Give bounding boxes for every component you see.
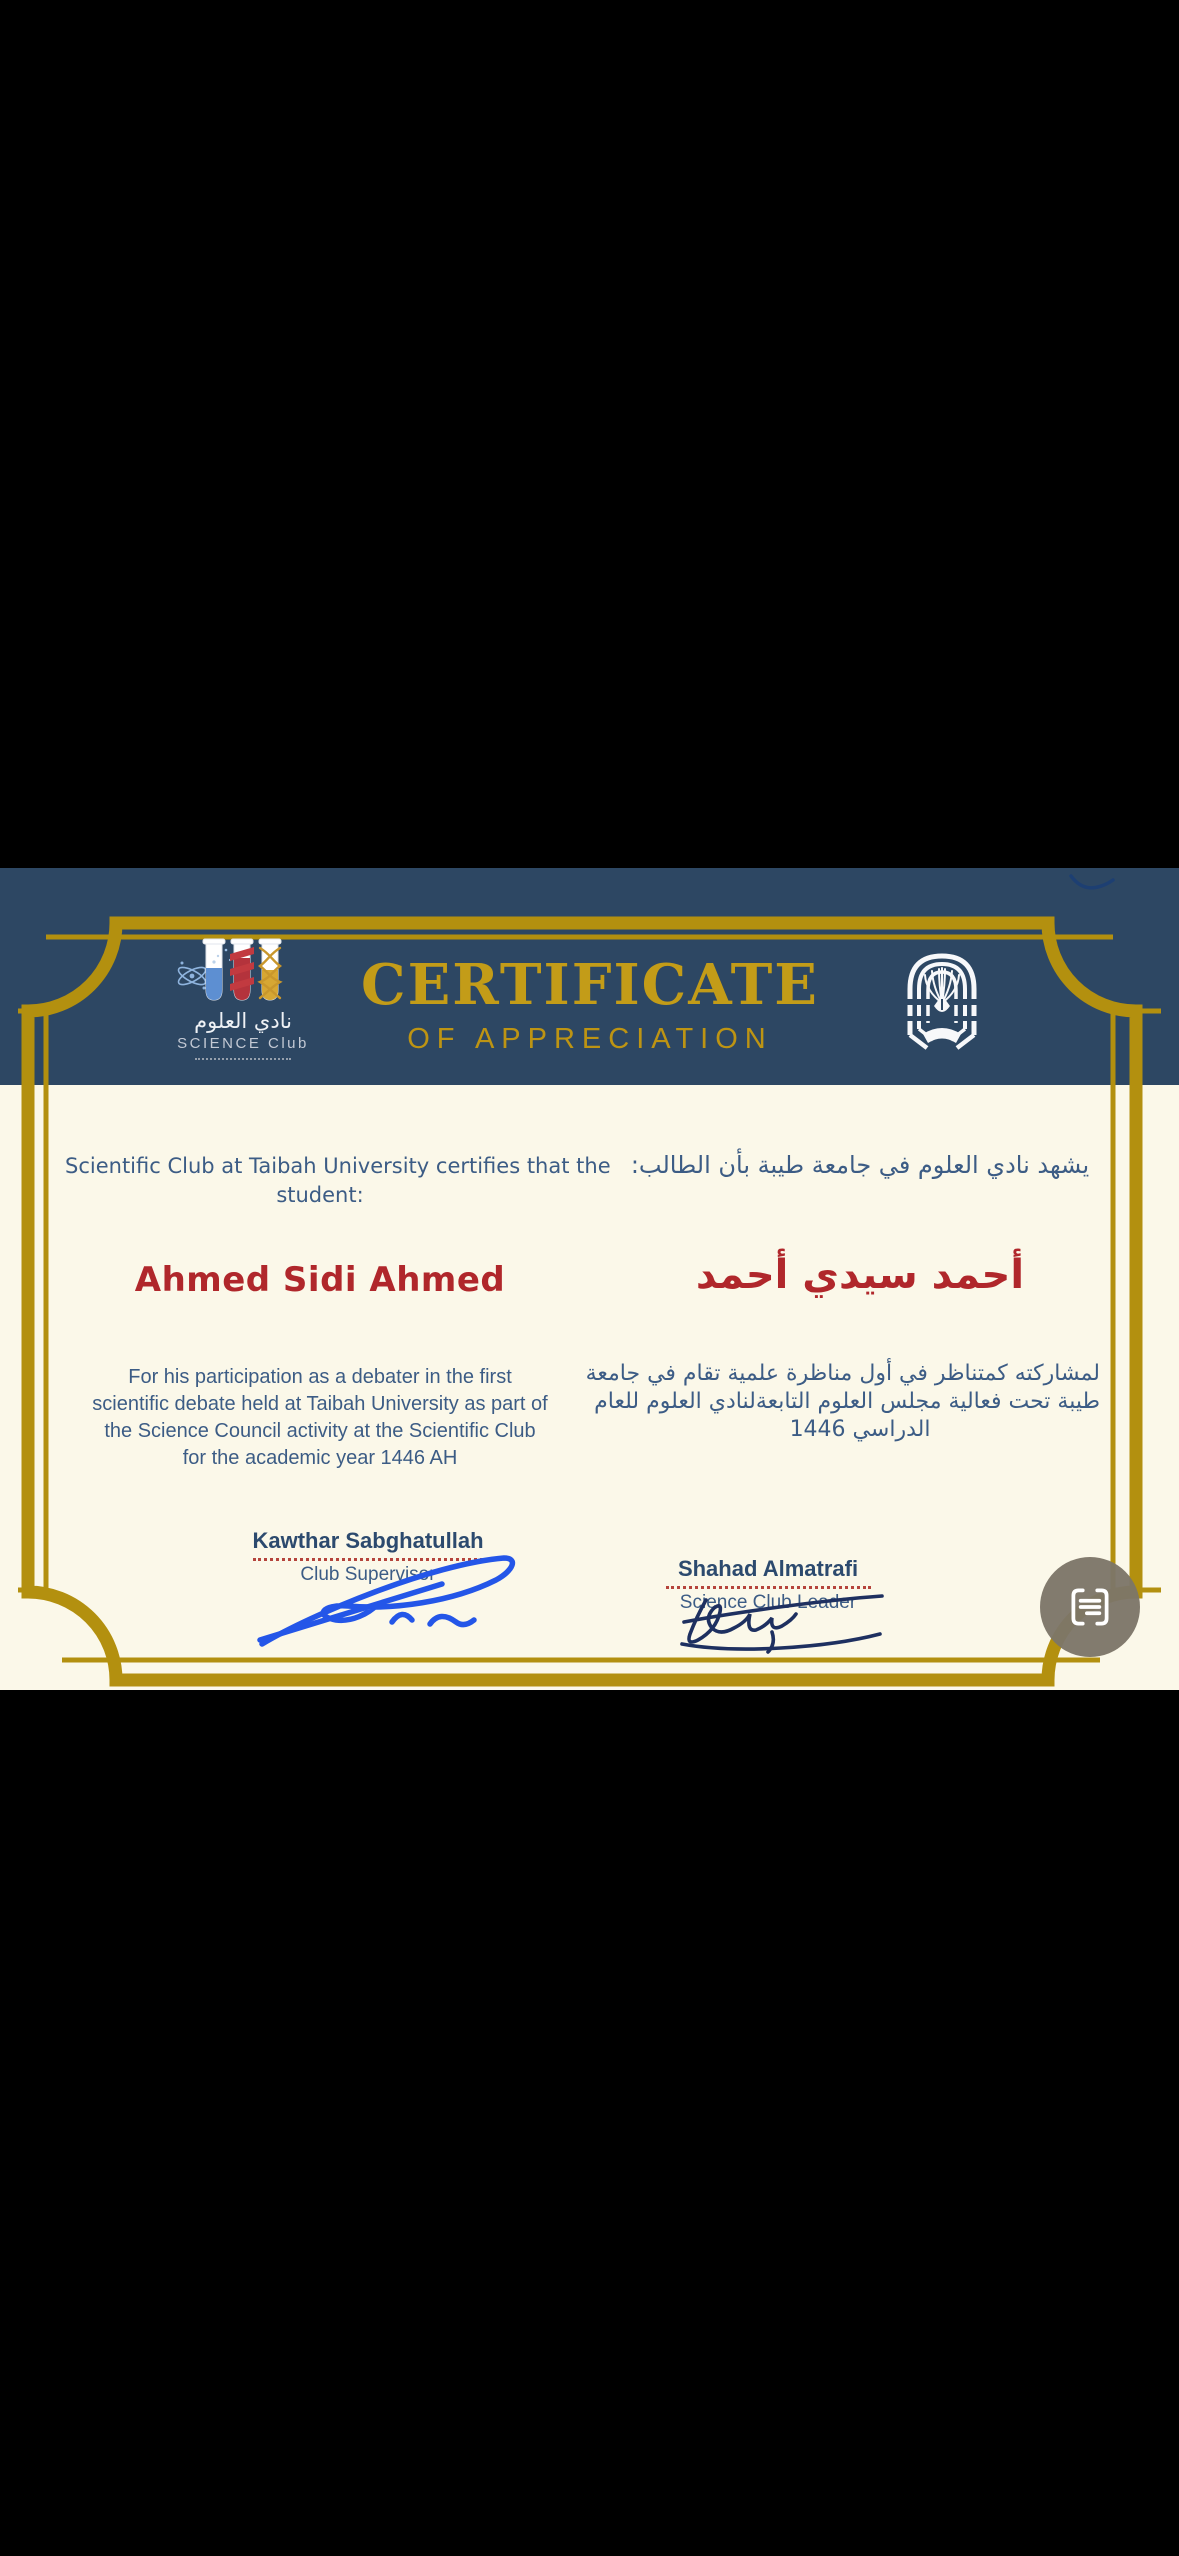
- signer-name: Kawthar Sabghatullah: [252, 1528, 484, 1553]
- certificate-subtitle: OF APPRECIATION: [407, 1023, 773, 1055]
- swoosh-decoration: [1068, 871, 1116, 895]
- english-intro-line: student:: [276, 1183, 364, 1207]
- arabic-intro: يشهد نادي العلوم في جامعة طيبة بأن الطالب:: [630, 1151, 1090, 1179]
- open-book-icon: [923, 1028, 961, 1043]
- signer-role: Club Supervisor: [300, 1564, 436, 1585]
- english-body-line: the Science Council activity at the Scientific Club: [104, 1420, 536, 1442]
- dotted-underline: [666, 1586, 871, 1589]
- club-english-name: SCIENCE Club: [177, 1035, 309, 1052]
- certificate-title: CERTIFICATE: [361, 952, 819, 1018]
- arabic-body-line: لمشاركته كمتناظر في أول مناظرة علمية تقام في جامعة: [585, 1361, 1100, 1386]
- club-tagline-smudge: [195, 1056, 291, 1060]
- signer-name: Shahad Almatrafi: [677, 1556, 859, 1581]
- english-intro: [65, 1152, 611, 1210]
- signer-role: Science Club Leader: [679, 1592, 857, 1613]
- english-body: [65, 1364, 575, 1472]
- club-arabic-name: نادي العلوم: [194, 1009, 292, 1033]
- student-name-english: Ahmed Sidi Ahmed: [134, 1260, 506, 1300]
- english-body-line: scientific debate held at Taibah University as part of: [92, 1393, 548, 1415]
- title-block: [295, 952, 885, 1056]
- test-tubes-icon: [176, 936, 310, 1008]
- live-text-button[interactable]: [1040, 1557, 1140, 1657]
- signature-block-leader: [648, 1556, 888, 1614]
- scan-text-icon: [1063, 1580, 1117, 1634]
- arabic-body-line: الدراسي 1446: [789, 1417, 931, 1442]
- signature-block-supervisor: [238, 1528, 498, 1586]
- arabic-body-line: طيبة تحت فعالية مجلس العلوم التابعةلنادي العلوم للعام: [594, 1389, 1100, 1414]
- certificate-photo[interactable]: [0, 868, 1179, 1690]
- english-intro-line: Scientific Club at Taibah University certifies that the: [65, 1154, 611, 1178]
- dotted-underline: [253, 1558, 483, 1561]
- english-body-line: for the academic year 1446 AH: [182, 1447, 458, 1469]
- student-name-arabic: أحمد سيدي أحمد: [695, 1252, 1025, 1298]
- arabic-body: [585, 1360, 1100, 1444]
- ribbon-icon: [230, 947, 254, 991]
- taibah-university-emblem: [897, 943, 987, 1053]
- english-body-line: For his participation as a debater in the first: [128, 1366, 512, 1388]
